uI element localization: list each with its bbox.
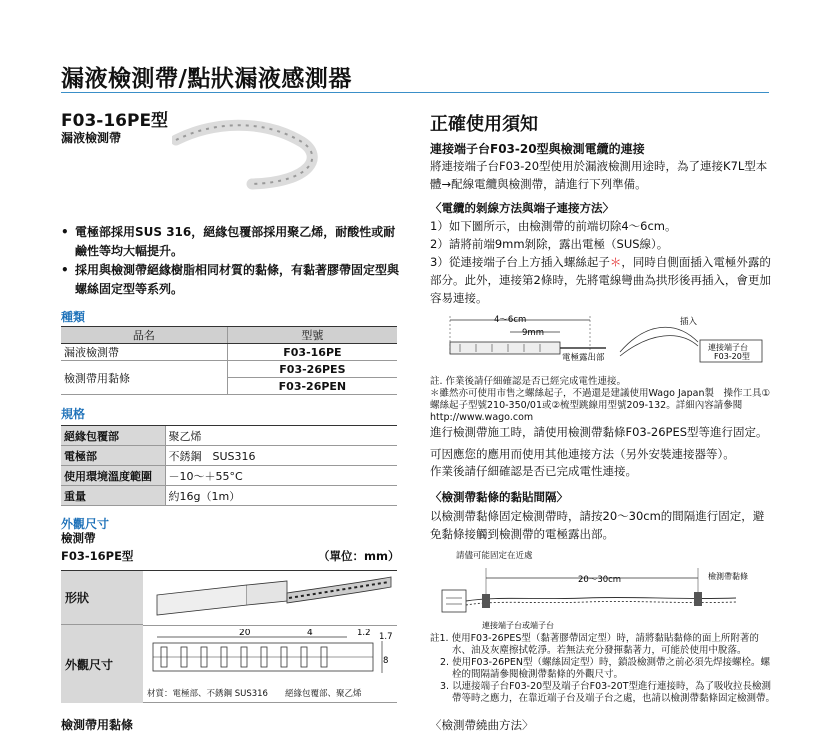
table-row — [61, 344, 397, 361]
stripping-diagram — [436, 312, 776, 372]
feature-item: • 電極部採用SUS 316，絕緣包覆部採用聚乙烯，耐酸性或耐鹼性等均大幅提升。 — [61, 223, 401, 261]
para-5: 以檢測帶黏條固定檢測帶時，請按20～30cm的間隔進行固定，避免黏條接觸到檢測帶的電極露出部。 — [430, 509, 765, 541]
bending-heading: 〈檢測帶繞曲方法〉 — [430, 718, 534, 732]
note-list — [430, 633, 775, 705]
product-name: 漏液檢測帶 — [61, 131, 122, 145]
dim-20: 20 — [239, 629, 251, 638]
interval-heading: 〈檢測帶黏條的黏貼間隔〉 — [430, 490, 568, 504]
col-model-header: 型號 — [227, 327, 397, 344]
dimensions-model: F03-16PE型 — [61, 549, 134, 563]
para-2: 進行檢測帶施工時，請使用檢測帶黏條F03-26PES型等進行固定。 — [430, 425, 768, 439]
dim-4-6cm: 4～6cm — [494, 315, 527, 325]
step-2: 2）請將前端9mm剝除，露出電極（SUS線）。 — [430, 237, 669, 251]
spec-value: －10～＋55°C — [165, 466, 397, 486]
title-divider — [61, 92, 769, 93]
spec-value: 約16g（1m） — [165, 486, 397, 506]
dim-4: 4 — [307, 629, 313, 638]
spec-key: 使用環境溫度範圍 — [61, 466, 165, 486]
feature-list — [61, 223, 401, 299]
terminal-label-2: F03-20型 — [714, 352, 750, 361]
material-note: 材質：電極部、不銹鋼 SUS316 絕緣包覆部、聚乙烯 — [147, 689, 362, 699]
interval-diagram — [436, 560, 776, 630]
note-item: 3. 以連接端子台F03-20型及端子台F03-20T型進行連接時，為了吸收拉長檢測帶等時之應力，在靠近端子台及端子台之處，也請以檢測帶黏條固定檢測帶。 — [440, 681, 776, 704]
spec-value: 聚乙烯 — [165, 426, 397, 446]
type-name: 檢測帶用黏條 — [61, 361, 227, 395]
interval-dim: 20～30cm — [578, 575, 622, 585]
spec-key: 重量 — [61, 486, 165, 506]
note-item: 註1. 使用F03-26PES型（黏著膠帶固定型）時，請將黏貼黏條的面上所附著的水、油及灰塵擦拭乾淨。若無法充分發揮黏著力，可能於使用中脫落。 — [430, 633, 759, 656]
dimensions-table — [61, 570, 397, 703]
terminal-label-1: 連接端子台 — [708, 343, 748, 352]
step-3 — [430, 253, 772, 307]
sensor-tape-photo — [172, 112, 334, 196]
table-row — [61, 361, 397, 378]
note-1: 註. 作業後請仔細確認是否已經完成電性連接。 — [430, 376, 627, 387]
note-item: 2. 使用F03-26PEN型（螺絲固定型）時，鎖設檢測帶之前必須先焊接螺栓。螺栓的間隔請參閱檢測帶黏條的外觀尺寸。 — [440, 657, 770, 680]
tape-dimension-drawing — [147, 629, 395, 685]
insert-label: 插入 — [680, 317, 698, 327]
dimensions-label: 外觀尺寸 — [61, 517, 110, 531]
electrode-label: 電極露出部 — [562, 353, 605, 363]
spec-value: 不銹鋼 SUS316 — [165, 446, 397, 466]
table-row — [61, 426, 397, 446]
dim-1-2: 1.2 — [357, 629, 371, 638]
feature-item: • 採用與檢測帶絕緣樹脂相同材質的黏條，有黏著膠帶固定型與螺絲固定型等系列。 — [61, 261, 401, 299]
dimensions-sub: 檢測帶 — [61, 531, 96, 545]
strip-label: 檢測帶黏條 — [708, 572, 748, 581]
type-model: F03-26PES — [227, 361, 397, 378]
para-4: 作業後請仔細確認是否已完成電性連接。 — [430, 464, 637, 478]
type-model: F03-16PE — [227, 344, 397, 361]
dim-label: 外觀尺寸 — [61, 625, 143, 703]
col-name-header: 品名 — [61, 327, 227, 344]
dim-9mm: 9mm — [522, 328, 544, 338]
asterisk-mark: ＊ — [609, 255, 622, 269]
product-model: F03-16PE型 — [61, 111, 169, 131]
stripping-heading: 〈電纜的剝線方法與端子連接方法〉 — [430, 201, 614, 215]
spec-key: 電極部 — [61, 446, 165, 466]
shape-label: 形狀 — [61, 571, 143, 625]
step-1: 1）如下圖所示，由檢測帶的前端切除4～6cm。 — [430, 219, 677, 233]
connection-para: 將連接端子台F03-20型使用於漏液檢測用途時，為了連接K7L型本體→配線電纜與檢測帶，請進行下列準備。 — [430, 159, 768, 191]
page-title: 漏液檢測帶/點狀漏液感測器 — [61, 66, 352, 92]
note-2: ＊雖然亦可使用市售之螺絲起子，不過還是建議使用Wago Japan製 操作工具①螺絲起子型號210-350/01或②梳型跳線用型號209-132。詳細內容請參閱http://www.wago.com — [430, 388, 770, 423]
fix-near-label: 請儘可能固定在近處 — [456, 551, 533, 561]
types-table — [61, 326, 397, 395]
para-3: 可因應您的應用而使用其他連接方法（另外安裝連接器等）。 — [430, 447, 735, 461]
connection-heading: 連接端子台F03-20型與檢測電纜的連接 — [430, 142, 645, 156]
table-row — [61, 446, 397, 466]
spec-key: 絕緣包覆部 — [61, 426, 165, 446]
tape-shape-drawing — [147, 575, 395, 623]
step-3-rest: ，同時自側面插入電極外露的部分。此外，連接第2條時，先將電線彎曲為拱形後再插入，會更加容易連接。 — [430, 255, 771, 305]
specs-label: 規格 — [61, 407, 86, 421]
step-3-start: 3）從連接端子台上方插入螺絲起子 — [430, 255, 610, 269]
table-row — [61, 486, 397, 506]
terminal-label: 連接端子台或端子台 — [482, 621, 554, 630]
usage-heading: 正確使用須知 — [430, 114, 538, 135]
strip-heading: 檢測帶用黏條 — [61, 718, 134, 732]
table-row — [61, 466, 397, 486]
type-name: 漏液檢測帶 — [61, 344, 227, 361]
dim-8: 8 — [383, 656, 389, 666]
types-label: 種類 — [61, 310, 86, 324]
specs-table — [61, 425, 397, 506]
type-model: F03-26PEN — [227, 378, 397, 395]
dimensions-unit: （單位：mm） — [318, 549, 400, 563]
dim-1-7: 1.7 — [379, 632, 393, 642]
